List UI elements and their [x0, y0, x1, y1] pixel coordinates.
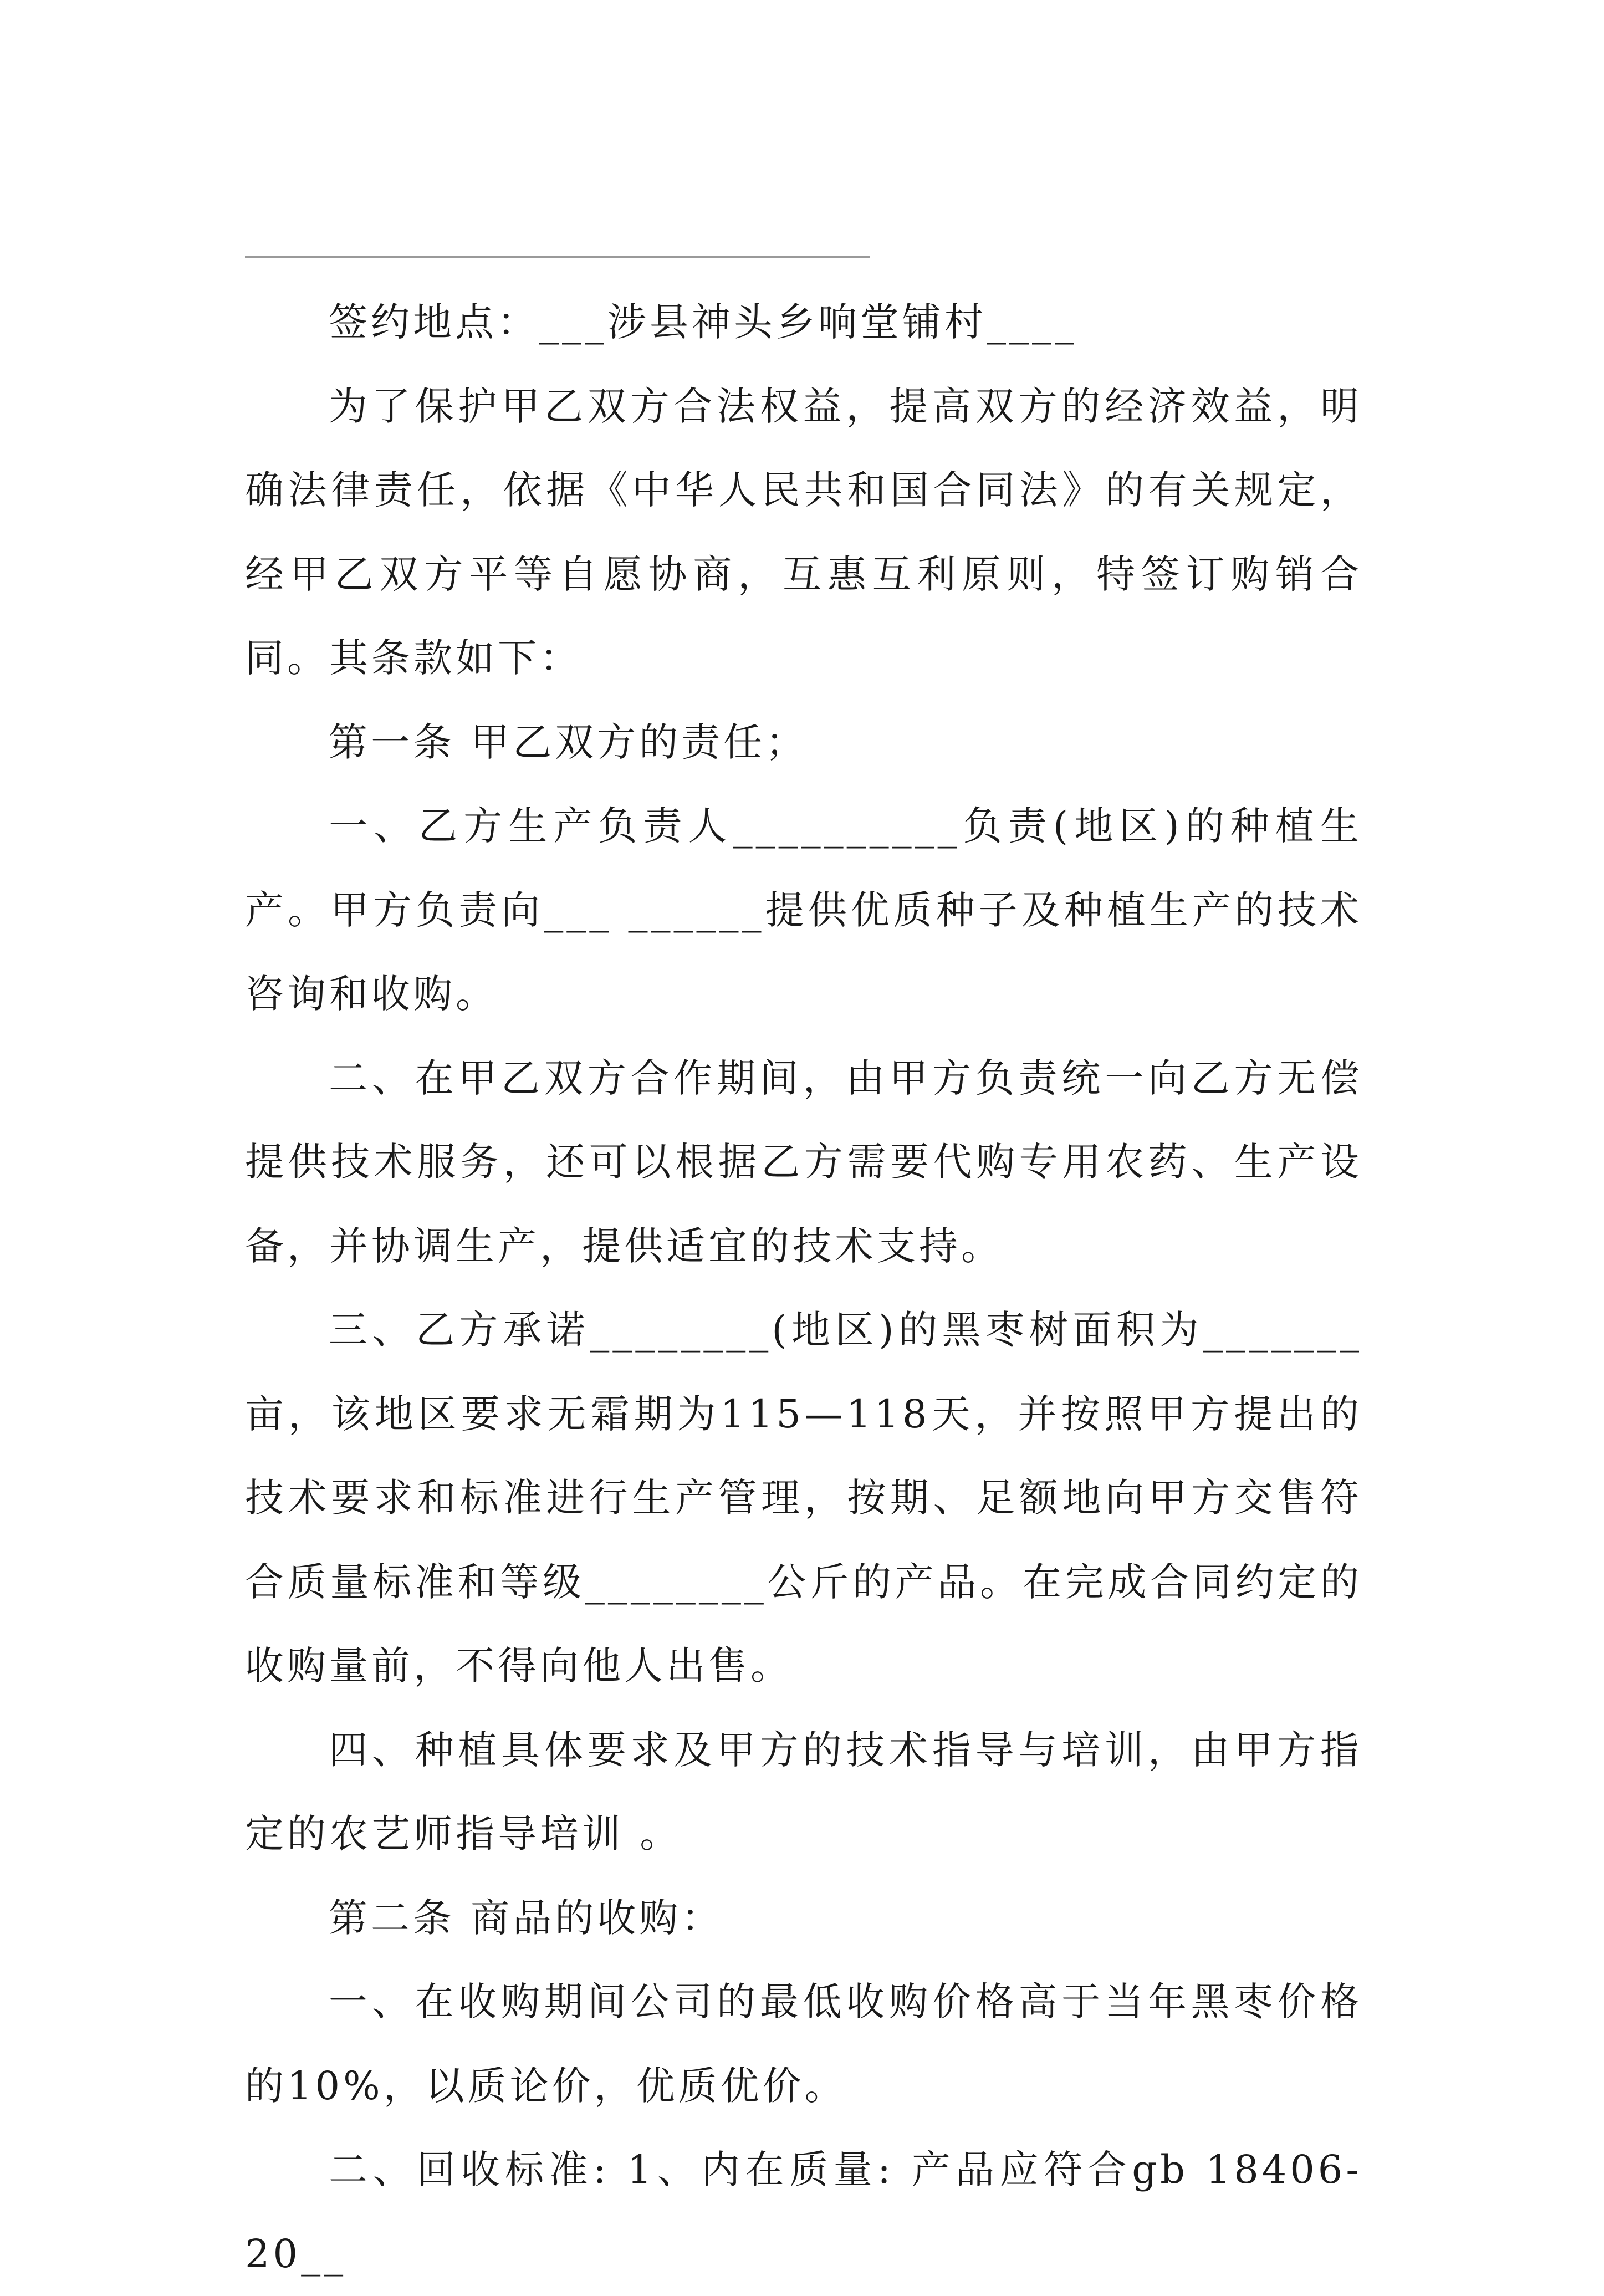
article-2-clause-2: 二、回收标准: 1、内在质量: 产品应符合gb 18406-20__ — [245, 2147, 1362, 2277]
article-1-clause-4: 四、种植具体要求及甲方的技术指导与培训，由甲方指定的农艺师指导培训 。 — [245, 1727, 1362, 1856]
article-2-heading: 第二条 商品的收购： — [329, 1895, 724, 1941]
contract-body — [245, 280, 1362, 2296]
preamble-paragraph: 为了保护甲乙双方合法权益，提高双方的经济效益，明确法律责任，依据《中华人民共和国合同法》的有关规定，经甲乙双方平等自愿协商，互惠互利原则，特签订购销合同。其条款如下： — [245, 383, 1362, 681]
article-2-clause-1: 一、在收购期间公司的最低收购价格高于当年黑枣价格的10%，以质论价，优质优价。 — [245, 1979, 1362, 2109]
article-1-heading: 第一条 甲乙双方的责任； — [329, 719, 808, 765]
signing-location-line: 签约地点：___涉县神头乡响堂铺村____ — [329, 299, 1077, 345]
article-1-clause-1: 一、乙方生产负责人__________负责(地区)的种植生产。甲方负责向___ ______提供优质种子及种植生产的技术咨询和收购。 — [245, 803, 1362, 1017]
header-divider — [245, 256, 870, 258]
article-1-clause-3: 三、乙方承诺________(地区)的黑枣树面积为_______亩，该地区要求无霜期为115—118天，并按照甲方提出的技术要求和标准进行生产管理，按期、足额地向甲方交售符合质量标准和等级________公斤的产品。在完成合同约定的收购量前，不得向他人出售。 — [245, 1307, 1362, 1688]
article-1-clause-2: 二、在甲乙双方合作期间，由甲方负责统一向乙方无偿提供技术服务，还可以根据乙方需要代购专用农药、生产设备，并协调生产，提供适宜的技术支持。 — [245, 1055, 1362, 1269]
